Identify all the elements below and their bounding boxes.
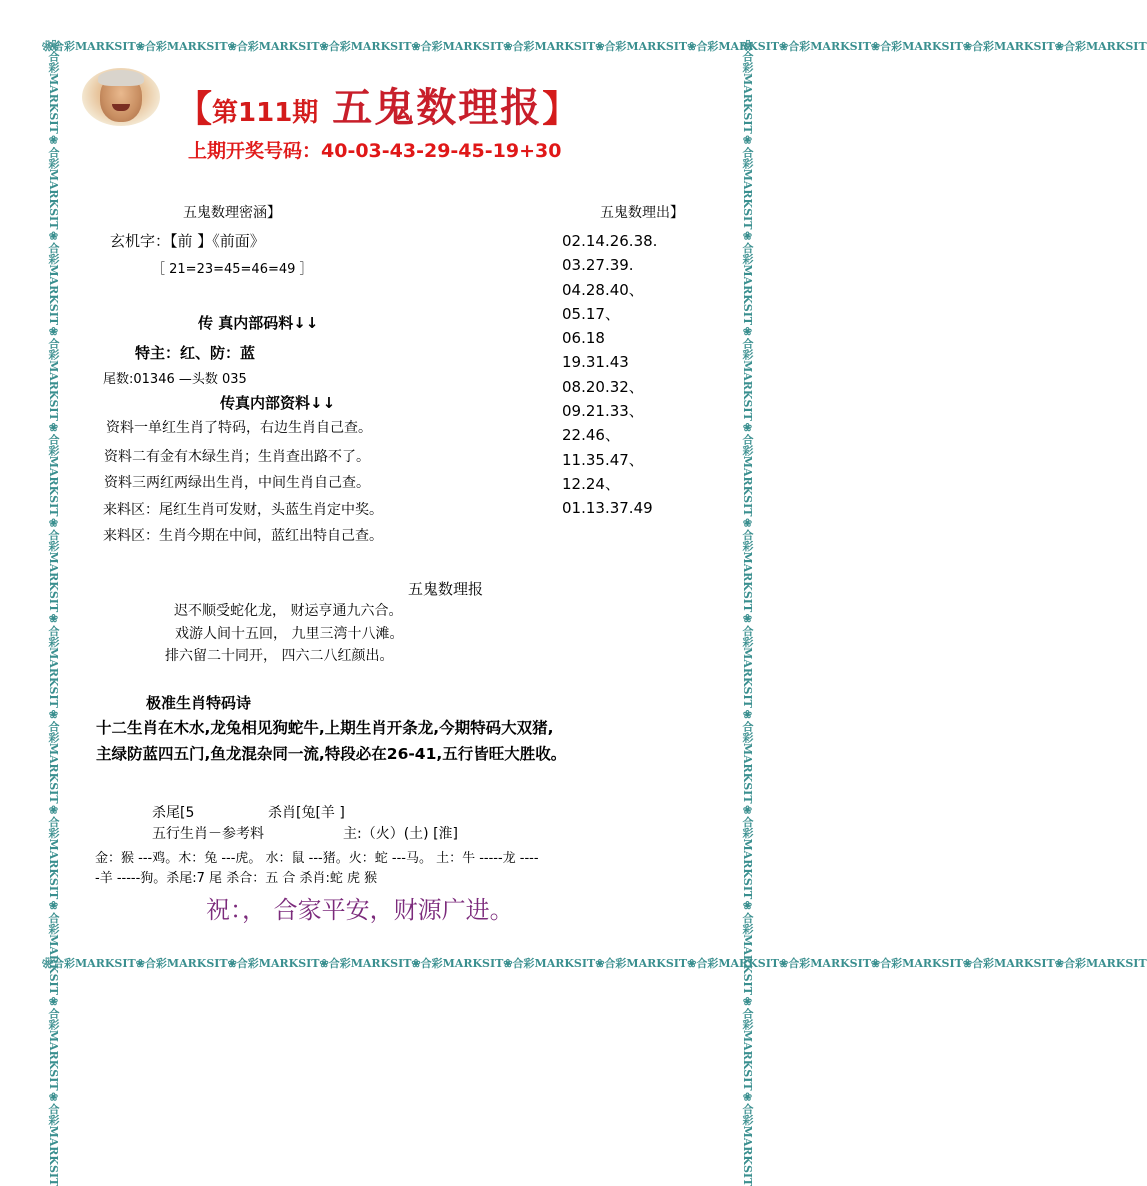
zodiac-poem-line: 十二生肖在木水,龙兔相见狗蛇牛,上期生肖开条龙,今期特码大双猪,: [96, 719, 554, 737]
kill-tail: 杀尾[5: [152, 805, 195, 821]
issue-number: 第111期: [212, 98, 319, 128]
blessing: 祝：， 合家平安，财源广进。: [206, 896, 514, 924]
list-item: 资料一单红生肖了特码，右边生肖自己查。: [106, 420, 372, 436]
kill-zodiac: 杀肖[兔[羊 ]: [268, 805, 345, 821]
xuanji-word: 玄机字：【前 】《前面》: [110, 232, 265, 250]
equation: ［ 21=23=45=46=49 ］: [152, 262, 313, 277]
mihan-title: 五鬼数理密涵】: [183, 205, 281, 221]
number-row: 12.24、: [562, 474, 620, 493]
list-item: 来料区：生肖今期在中间，蓝红出特自己查。: [103, 528, 383, 544]
avatar-hair: [98, 70, 144, 86]
fax-code-title: 传 真内部码料↓↓: [198, 314, 319, 332]
number-row: 19.31.43: [562, 353, 629, 372]
number-row: 03.27.39.: [562, 256, 634, 275]
poem-title: 五鬼数理报: [408, 580, 484, 598]
five-elements-label: 五行生肖－参考料: [152, 826, 264, 842]
poem-line: 迟不顺受蛇化龙， 财运亨通九六合。: [174, 603, 403, 619]
numbers-title: 五鬼数理出】: [600, 205, 684, 221]
number-row: 11.35.47、: [562, 450, 644, 469]
border-bottom: ❀合彩MARKSIT❀合彩MARKSIT❀合彩MARKSIT❀合彩MARKSIT❀合彩MARKSIT❀合彩MARKSIT❀合彩MARKSIT❀合彩MARKSIT❀合彩MARKSIT❀合彩MARKSIT❀合彩MARKSIT❀合彩MARKSIT: [42, 957, 1147, 970]
page-title: [176, 76, 578, 133]
avatar: [82, 68, 160, 126]
border-left: ❀合彩MARKSIT❀合彩MARKSIT❀合彩MARKSIT❀合彩MARKSIT❀合彩MARKSIT❀合彩MARKSIT❀合彩MARKSIT❀合彩MARKSIT❀合彩MARKSIT❀合彩MARKSIT❀合彩MARKSIT❀合彩MARKSIT: [47, 40, 60, 1186]
title-bracket-close: 】: [542, 89, 579, 130]
number-row: 02.14.26.38.: [562, 232, 658, 250]
zodiac-poem-title: 极准生肖特码诗: [146, 694, 252, 712]
number-row: 09.21.33、: [562, 402, 644, 421]
number-row: 22.46、: [562, 426, 620, 445]
fax-info-title: 传真内部资料↓↓: [220, 394, 336, 412]
main-element: 主:（火）(土) [淮]: [343, 826, 459, 842]
number-row: 08.20.32、: [562, 377, 644, 396]
number-row: 01.13.37.49: [562, 499, 653, 518]
number-row: 05.17、: [562, 304, 620, 323]
border-top: ❀合彩MARKSIT❀合彩MARKSIT❀合彩MARKSIT❀合彩MARKSIT❀合彩MARKSIT❀合彩MARKSIT❀合彩MARKSIT❀合彩MARKSIT❀合彩MARKSIT❀合彩MARKSIT❀合彩MARKSIT❀合彩MARKSIT: [42, 40, 1147, 53]
last-draw-numbers: 上期开奖号码：40-03-43-29-45-19+30: [188, 140, 562, 162]
five-elements-line: 金：猴 ---鸡。木：兔 ---虎。 水：鼠 ---猪。火：蛇 ---马。 土：牛 -----龙 ----: [95, 851, 539, 866]
special-main: 特主：红、防：蓝: [135, 344, 256, 362]
five-elements-line: -羊 -----狗。杀尾:7 尾 杀合：五 合 杀肖:蛇 虎 猴: [95, 871, 378, 886]
title-bracket-open: 【: [176, 89, 213, 130]
list-item: 资料三两红两绿出生肖，中间生肖自己查。: [104, 475, 370, 491]
poem-line: 戏游人间十五回， 九里三湾十八滩。: [175, 626, 404, 642]
tail-numbers: 尾数:01346 —头数 035: [103, 372, 247, 387]
number-list: [562, 229, 657, 521]
number-row: 04.28.40、: [562, 280, 644, 299]
paper-name: 五鬼数理报: [332, 84, 543, 131]
list-item: 资料二有金有木绿生肖；生肖查出路不了。: [104, 449, 370, 465]
list-item: 来料区：尾红生肖可发财，头蓝生肖定中奖。: [103, 502, 383, 518]
zodiac-poem-line: 主绿防蓝四五门,鱼龙混杂同一流,特段必在26-41,五行皆旺大胜收。: [96, 745, 567, 763]
number-row: 06.18: [562, 329, 605, 348]
border-right: ❀合彩MARKSIT❀合彩MARKSIT❀合彩MARKSIT❀合彩MARKSIT❀合彩MARKSIT❀合彩MARKSIT❀合彩MARKSIT❀合彩MARKSIT❀合彩MARKSIT❀合彩MARKSIT❀合彩MARKSIT❀合彩MARKSIT: [741, 40, 754, 1186]
poem-line: 排六留二十同开， 四六二八红颜出。: [165, 648, 394, 664]
